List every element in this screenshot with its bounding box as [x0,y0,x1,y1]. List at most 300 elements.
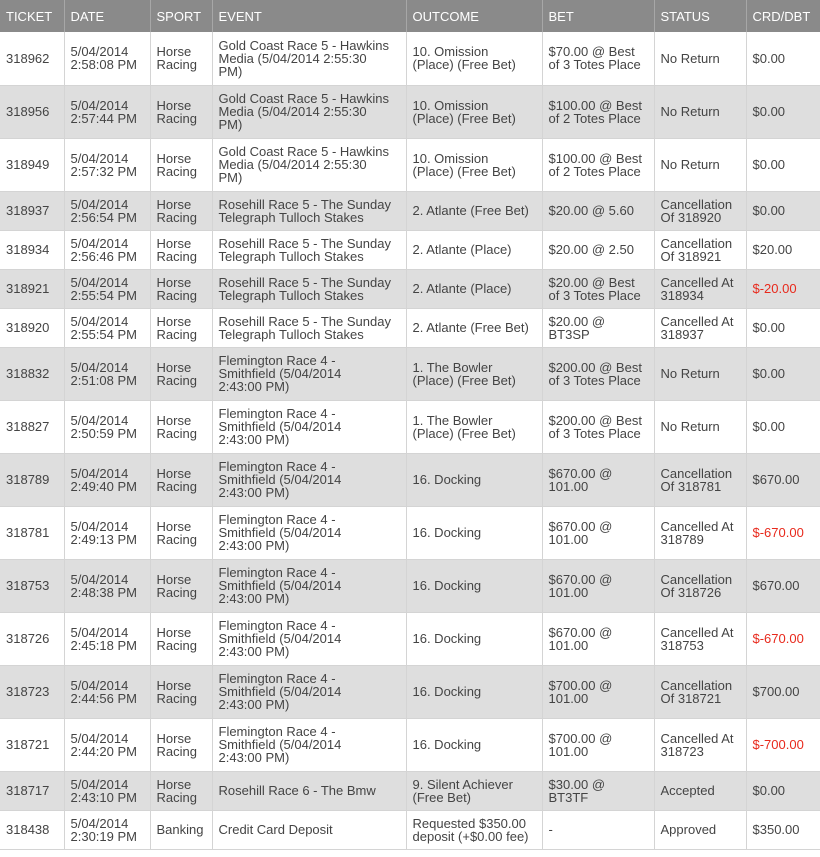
sport-cell [150,718,212,771]
outcome-cell-line: 16. Docking [412,525,482,540]
sport-cell [150,230,212,269]
sport-cell-line: Racing [156,690,197,706]
outcome-cell-line: Requested $350.00 [412,815,526,831]
outcome-cell [406,191,542,230]
amount-cell [746,771,820,810]
status-cell [654,32,746,85]
bet-cell-line: of 2 Totes Place [548,163,641,179]
date-cell [64,665,150,718]
status-cell-line: Cancelled At [660,274,734,290]
bet-cell-line: $670.00 @ [548,465,613,481]
amount-cell-line: $0.00 [752,419,786,434]
table-row[interactable] [0,453,820,506]
status-cell-line: Cancellation [660,571,733,587]
date-cell-line: 5/04/2014 [70,359,129,375]
bet-cell-line: of 2 Totes Place [548,110,641,126]
bet-cell-line: 101.00 [548,637,589,653]
bet-cell-line: $700.00 @ [548,677,613,693]
sport-cell [150,269,212,308]
table-row[interactable] [0,718,820,771]
outcome-cell-line: 1. The Bowler [412,412,493,428]
ticket-cell-line: 318721 [6,737,50,752]
status-cell-line: Accepted [660,783,715,798]
bet-cell-line: $670.00 @ [548,518,613,534]
status-cell [654,453,746,506]
table-row[interactable] [0,138,820,191]
bet-cell [542,32,654,85]
column-header-status[interactable]: STATUS [654,0,746,32]
date-cell-line: 2:50:59 PM [70,425,137,441]
sport-cell-line: Horse [156,412,192,428]
column-header-event[interactable]: EVENT [212,0,406,32]
outcome-cell-line: 9. Silent Achiever [412,776,513,792]
bet-cell-line: BT3SP [548,326,590,342]
event-cell-line: 2:43:00 PM) [218,432,290,447]
event-cell-line: Smithfield (5/04/2014 [218,525,342,540]
outcome-cell [406,665,542,718]
ticket-cell [0,506,64,559]
bet-cell [542,400,654,453]
sport-cell-line: Horse [156,313,192,329]
table-row[interactable] [0,347,820,400]
date-cell-line: 5/04/2014 [70,235,129,251]
sport-cell [150,400,212,453]
ticket-cell-line: 318956 [6,104,50,119]
event-cell-line: Media (5/04/2014 2:55:30 [218,104,367,119]
status-cell-line: Of 318920 [660,209,722,225]
bet-cell-line: $20.00 @ 5.60 [548,203,634,218]
outcome-cell-line: 16. Docking [412,737,482,752]
event-cell-line: Media (5/04/2014 2:55:30 [218,50,367,66]
sport-cell-line: Racing [156,743,197,759]
amount-cell-line: $350.00 [752,822,800,837]
date-cell [64,230,150,269]
ticket-cell [0,138,64,191]
date-cell-line: 5/04/2014 [70,518,129,534]
status-cell-line: 318723 [660,743,704,759]
status-cell-line: No Return [660,366,720,381]
sport-cell-line: Racing [156,372,197,388]
table-row[interactable] [0,612,820,665]
amount-cell [746,32,820,85]
ticket-cell [0,559,64,612]
sport-cell-line: Horse [156,150,192,166]
status-cell-line: 318753 [660,637,704,653]
bet-cell-line: - [548,822,553,837]
amount-cell [746,138,820,191]
event-cell-line: Flemington Race 4 - [218,724,336,739]
event-cell [212,453,406,506]
event-cell-line: 2:43:00 PM) [218,485,290,500]
event-cell-line: Rosehill Race 5 - The Sunday [218,196,391,212]
status-cell-line: No Return [660,50,720,66]
bet-cell-line: 101.00 [548,690,589,706]
date-cell [64,32,150,85]
bet-cell-line: $670.00 @ [548,624,613,640]
bet-cell-line: $200.00 @ Best [548,359,642,375]
ticket-cell-line: 318934 [6,242,50,257]
event-cell [212,771,406,810]
date-cell [64,138,150,191]
date-cell-line: 2:57:44 PM [70,110,137,126]
table-row[interactable] [0,32,820,85]
date-cell-line: 5/04/2014 [70,776,129,792]
outcome-cell [406,810,542,849]
status-cell [654,665,746,718]
event-cell-line: 2:43:00 PM) [218,591,290,606]
ticket-cell-line: 318753 [6,578,50,593]
date-cell-line: 2:57:32 PM [70,163,137,179]
amount-cell-line: $0.00 [752,50,786,66]
bet-cell-line: of 3 Totes Place [548,425,641,441]
ticket-cell-line: 318717 [6,783,50,798]
amount-cell-line: $0.00 [752,320,786,335]
ticket-cell [0,612,64,665]
event-cell [212,612,406,665]
event-cell [212,400,406,453]
outcome-cell [406,612,542,665]
sport-cell [150,612,212,665]
status-cell-line: Cancelled At [660,313,734,329]
date-cell-line: 5/04/2014 [70,677,129,693]
event-cell-line: Rosehill Race 5 - The Sunday [218,313,391,329]
ticket-cell [0,400,64,453]
column-header-bet[interactable]: BET [542,0,654,32]
outcome-cell-line: (Place) (Free Bet) [412,110,516,126]
bet-cell [542,269,654,308]
date-cell [64,771,150,810]
amount-cell-line: $-670.00 [752,631,804,646]
outcome-cell [406,718,542,771]
status-cell-line: Cancelled At [660,730,734,746]
outcome-cell [406,400,542,453]
sport-cell-line: Racing [156,789,197,805]
ticket-cell-line: 318827 [6,419,50,434]
amount-cell-line: $-20.00 [752,281,797,296]
ticket-cell-line: 318438 [6,822,50,837]
status-cell-line: No Return [660,419,720,434]
outcome-cell [406,559,542,612]
status-cell-line: Of 318726 [660,584,722,600]
bet-cell [542,771,654,810]
event-cell [212,347,406,400]
outcome-cell [406,269,542,308]
event-cell [212,230,406,269]
amount-cell [746,810,820,849]
sport-cell [150,85,212,138]
date-cell-line: 5/04/2014 [70,624,129,640]
sport-cell-line: Horse [156,571,192,587]
sport-cell [150,32,212,85]
bet-cell [542,191,654,230]
amount-cell [746,718,820,771]
date-cell [64,810,150,849]
status-cell-line: Approved [660,822,717,837]
event-cell-line: Flemington Race 4 - [218,353,336,368]
bet-cell-line: $20.00 @ Best [548,274,635,290]
event-cell [212,810,406,849]
status-cell [654,347,746,400]
bet-cell [542,138,654,191]
outcome-cell-line: 2. Atlante (Place) [412,242,512,257]
outcome-cell-line: 10. Omission [412,150,489,166]
bet-cell-line: $20.00 @ 2.50 [548,242,634,257]
sport-cell-line: Racing [156,163,197,179]
date-cell-line: 5/04/2014 [70,730,129,746]
ticket-cell-line: 318949 [6,157,50,172]
ticket-cell [0,191,64,230]
status-cell [654,612,746,665]
sport-cell-line: Horse [156,624,192,640]
event-cell-line: Credit Card Deposit [218,822,333,837]
event-cell-line: 2:43:00 PM) [218,379,290,394]
event-cell-line: Flemington Race 4 - [218,459,336,474]
date-cell-line: 5/04/2014 [70,97,129,113]
table-row[interactable] [0,810,820,849]
bet-cell [542,810,654,849]
bet-cell [542,230,654,269]
sport-cell-line: Racing [156,326,197,342]
date-cell [64,718,150,771]
bet-cell-line: $700.00 @ [548,730,613,746]
sport-cell [150,138,212,191]
date-cell-line: 2:56:54 PM [70,209,137,225]
sport-cell [150,771,212,810]
ticket-cell [0,347,64,400]
event-cell [212,718,406,771]
status-cell [654,718,746,771]
column-header-ticket[interactable]: TICKET [0,0,64,32]
table-row[interactable] [0,308,820,347]
sport-cell-line: Banking [156,822,204,837]
date-cell-line: 2:58:08 PM [70,57,137,73]
event-cell-line: Flemington Race 4 - [218,512,336,527]
amount-cell [746,612,820,665]
date-cell [64,559,150,612]
sport-cell [150,559,212,612]
date-cell-line: 2:44:56 PM [70,690,137,706]
sport-cell-line: Horse [156,730,192,746]
sport-cell-line: Horse [156,776,192,792]
amount-cell [746,85,820,138]
event-cell-line: Smithfield (5/04/2014 [218,684,342,699]
ticket-cell-line: 318723 [6,684,50,699]
sport-cell-line: Racing [156,637,197,653]
status-cell [654,400,746,453]
date-cell [64,400,150,453]
date-cell-line: 5/04/2014 [70,150,129,166]
amount-cell-line: $0.00 [752,203,786,218]
date-cell-line: 5/04/2014 [70,274,129,290]
outcome-cell-line: 16. Docking [412,472,482,487]
outcome-cell [406,85,542,138]
event-cell-line: Flemington Race 4 - [218,406,336,421]
event-cell-line: 2:43:00 PM) [218,644,290,659]
date-cell-line: 2:49:40 PM [70,478,137,494]
table-row[interactable] [0,191,820,230]
status-cell [654,191,746,230]
status-cell-line: Cancellation [660,235,733,251]
date-cell-line: 2:43:10 PM [70,789,137,805]
event-cell-line: Rosehill Race 6 - The Bmw [218,783,376,798]
date-cell-line: 2:56:46 PM [70,248,137,264]
status-cell-line: 318789 [660,531,704,547]
column-header-outcome[interactable]: OUTCOME [406,0,542,32]
outcome-cell-line: 10. Omission [412,97,489,113]
table-row[interactable] [0,230,820,269]
event-cell-line: 2:43:00 PM) [218,697,290,712]
amount-cell-line: $0.00 [752,157,786,172]
date-cell-line: 2:44:20 PM [70,743,137,759]
outcome-cell [406,230,542,269]
bet-cell [542,85,654,138]
outcome-cell [406,308,542,347]
amount-cell-line: $20.00 [752,242,793,257]
sport-cell-line: Horse [156,235,192,251]
bet-cell-line: $70.00 @ Best [548,44,635,60]
ticket-cell-line: 318937 [6,203,50,218]
column-header-amount[interactable]: CRD/DBT [752,8,811,24]
outcome-cell-line: 16. Docking [412,578,482,593]
outcome-cell-line: (Place) (Free Bet) [412,163,516,179]
sport-cell [150,665,212,718]
date-cell-line: 2:55:54 PM [70,326,137,342]
event-cell-line: PM) [218,63,243,79]
outcome-cell-line: 1. The Bowler [412,359,493,375]
ticket-cell [0,230,64,269]
amount-cell [746,230,820,269]
event-cell-line: Telegraph Tulloch Stakes [218,209,364,225]
event-cell-line: Smithfield (5/04/2014 [218,737,342,752]
date-cell-line: 2:51:08 PM [70,372,137,388]
amount-cell [746,400,820,453]
event-cell [212,308,406,347]
sport-cell-line: Horse [156,196,192,212]
table-header-row [0,0,820,32]
date-cell [64,612,150,665]
outcome-cell-line: deposit (+$0.00 fee) [412,828,529,844]
event-cell [212,138,406,191]
status-cell-line: Of 318781 [660,478,722,494]
sport-cell [150,453,212,506]
bet-cell-line: of 3 Totes Place [548,287,641,303]
bet-cell-line: 101.00 [548,743,589,759]
sport-cell [150,191,212,230]
outcome-cell [406,453,542,506]
sport-cell-line: Racing [156,248,197,264]
bet-cell-line: $670.00 @ [548,571,613,587]
event-cell-line: Smithfield (5/04/2014 [218,472,342,487]
bet-cell [542,347,654,400]
bet-cell [542,718,654,771]
sport-cell-line: Racing [156,478,197,494]
date-cell-line: 2:30:19 PM [70,828,137,844]
event-cell-line: Rosehill Race 5 - The Sunday [218,235,391,251]
bet-cell [542,665,654,718]
date-cell [64,191,150,230]
date-cell-line: 2:45:18 PM [70,637,137,653]
outcome-cell-line: (Place) (Free Bet) [412,57,516,73]
status-cell-line: No Return [660,104,720,119]
table-row[interactable] [0,85,820,138]
table-row[interactable] [0,269,820,308]
date-cell [64,269,150,308]
bet-cell-line: $100.00 @ Best [548,97,642,113]
bet-cell-line: 101.00 [548,531,589,547]
amount-cell [746,559,820,612]
amount-cell [746,269,820,308]
sport-cell-line: Horse [156,359,192,375]
outcome-cell-line: 2. Atlante (Free Bet) [412,203,529,218]
sport-cell [150,308,212,347]
amount-cell-line: $0.00 [752,366,786,381]
date-cell-line: 5/04/2014 [70,571,129,587]
ticket-cell [0,810,64,849]
sport-cell-line: Horse [156,97,192,113]
table-row[interactable] [0,400,820,453]
ticket-cell-line: 318920 [6,320,50,335]
outcome-cell-line: 16. Docking [412,684,482,699]
sport-cell-line: Racing [156,57,197,73]
date-cell-line: 5/04/2014 [70,44,129,60]
bet-cell-line: BT3TF [548,789,589,805]
date-cell [64,85,150,138]
table-row[interactable] [0,665,820,718]
sport-cell-line: Horse [156,677,192,693]
sport-cell-line: Racing [156,209,197,225]
date-cell-line: 5/04/2014 [70,196,129,212]
amount-cell [746,453,820,506]
amount-cell-line: $-670.00 [752,525,804,540]
status-cell-line: Cancellation [660,465,733,481]
event-cell-line: Gold Coast Race 5 - Hawkins [218,91,390,106]
ticket-cell [0,771,64,810]
event-cell-line: PM) [218,117,243,132]
event-cell-line: PM) [218,170,243,185]
event-cell-line: 2:43:00 PM) [218,538,290,553]
column-header-date[interactable]: DATE [64,0,150,32]
status-cell-line: Of 318721 [660,690,722,706]
outcome-cell-line: (Place) (Free Bet) [412,425,516,441]
date-cell [64,506,150,559]
table-row[interactable] [0,771,820,810]
date-cell-line: 5/04/2014 [70,815,129,831]
sport-cell-line: Racing [156,425,197,441]
event-cell [212,191,406,230]
status-cell [654,230,746,269]
date-cell [64,308,150,347]
sport-cell [150,810,212,849]
bet-cell-line: 101.00 [548,584,589,600]
column-header-sport[interactable]: SPORT [150,0,212,32]
event-cell-line: Smithfield (5/04/2014 [218,366,342,381]
bet-cell-line: $200.00 @ Best [548,412,642,428]
sport-cell-line: Racing [156,110,197,126]
sport-cell [150,347,212,400]
event-cell-line: Telegraph Tulloch Stakes [218,326,364,342]
table-row[interactable] [0,506,820,559]
ticket-cell [0,665,64,718]
ticket-cell-line: 318832 [6,366,50,381]
amount-cell [746,506,820,559]
table-row[interactable] [0,559,820,612]
sport-cell-line: Horse [156,44,192,60]
status-cell [654,771,746,810]
ticket-cell [0,32,64,85]
bet-cell-line: $100.00 @ Best [548,150,642,166]
ticket-cell-line: 318726 [6,631,50,646]
ticket-cell [0,308,64,347]
